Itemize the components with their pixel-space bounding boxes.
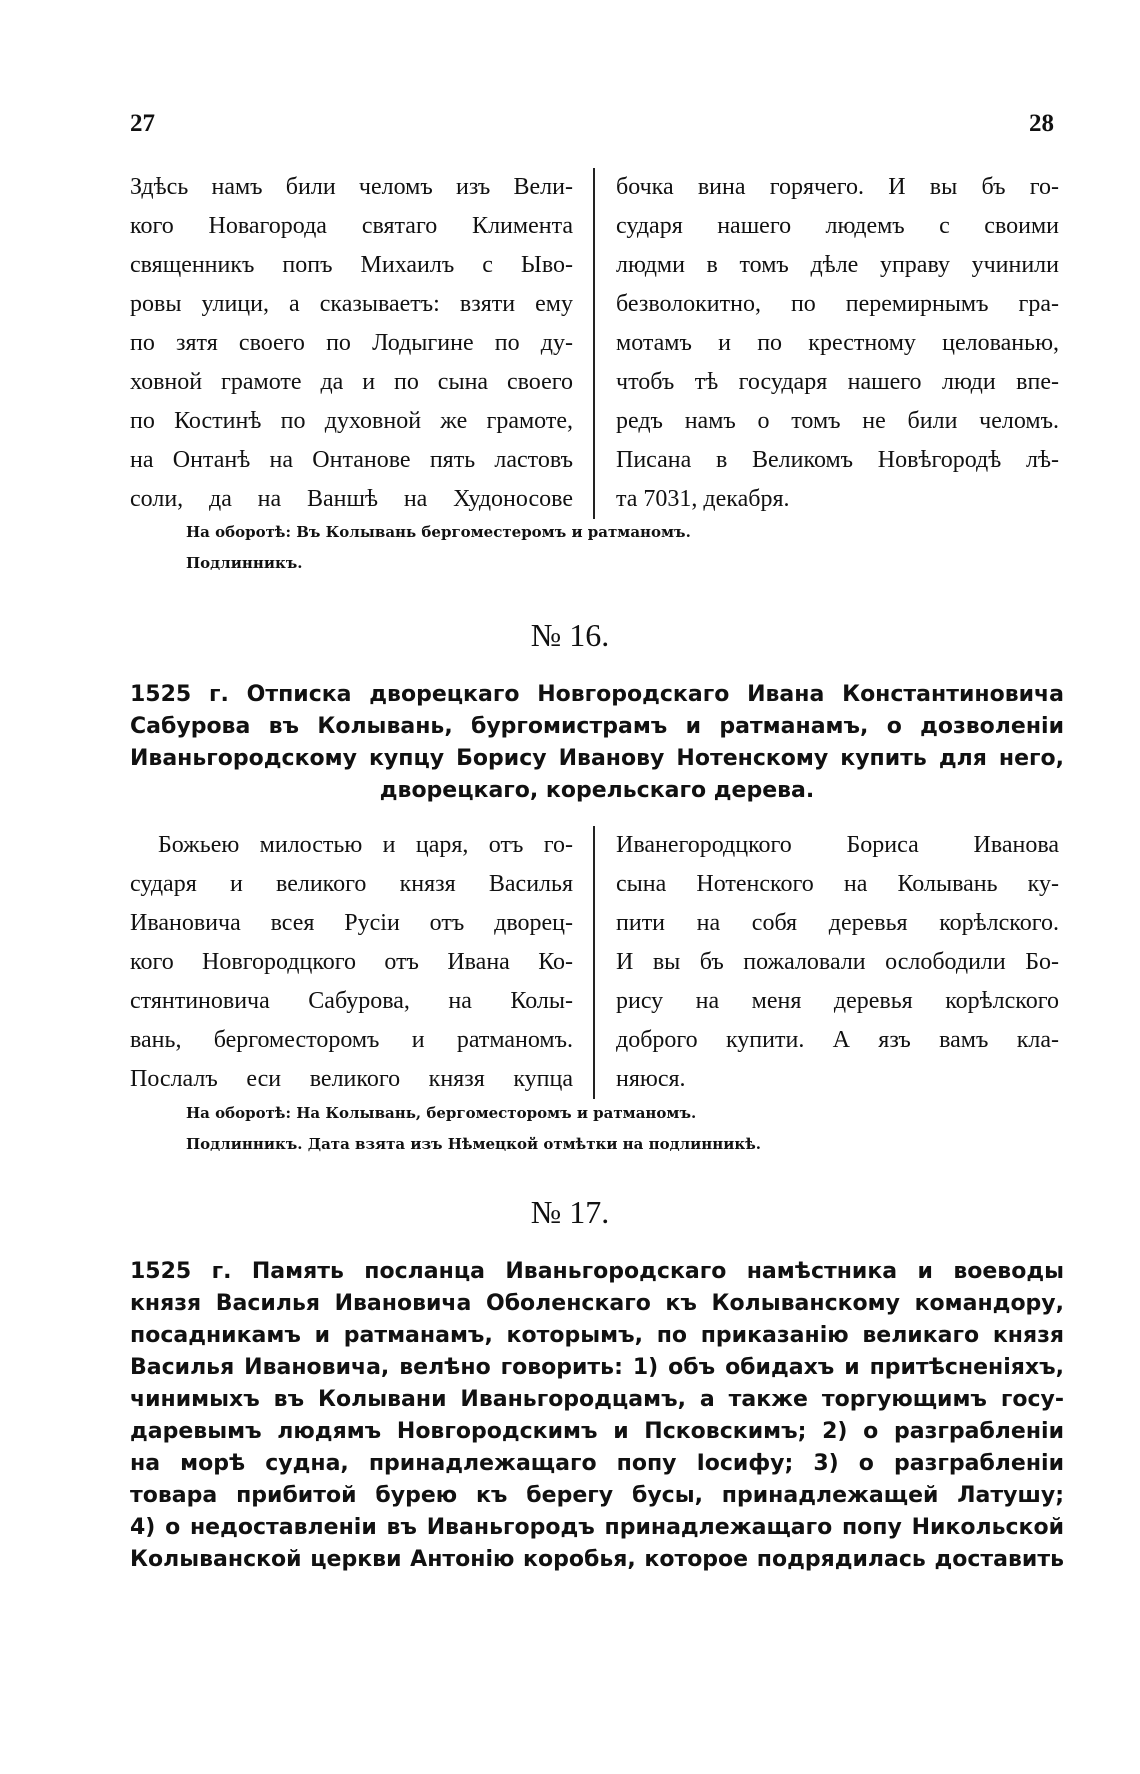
text-line: Писана в Великомъ Новѣгородѣ лѣ- [616,447,1059,473]
left-column [130,168,593,519]
text-line: няюся. [616,1066,686,1092]
document-17-heading [130,1256,1064,1576]
text-line: та 7031, декабря. [616,486,790,512]
text-line: стянтиновича Сабурова, на Колы- [130,988,573,1014]
text-line: И вы бъ пожаловали ослободили Бо- [616,949,1059,975]
text-line: Здѣсь намъ били челомъ изъ Вели- [130,174,573,200]
document-16-notes [186,1098,761,1160]
text-line: соли, да на Ваншѣ на Худоносове [130,486,573,512]
heading-line: на морѣ судна, принадлежащаго попу Іосифу; 3) о разграбленіи [130,1451,1064,1476]
note-line: На оборотѣ: На Колывань, бергоместоромъ и ратманомъ. [186,1104,697,1122]
note-line: Подлинникъ. [186,554,303,572]
document-16-heading [130,679,1064,807]
text-line: мотамъ и по крестному целованью, [616,330,1059,356]
text-line: вань, бергоместоромъ и ратманомъ. [130,1027,573,1053]
text-line: доброго купити. А язъ вамъ кла- [616,1027,1059,1053]
text-line: Иванегородцкого Бориса Иванова [616,832,1059,858]
document-16-columns [130,826,1064,1099]
text-line: пити на собя деревья корѣлского. [616,910,1059,936]
heading-line: князя Василья Ивановича Оболенскаго къ Колыванскому командору, [130,1291,1064,1316]
text-line: чтобъ тѣ государя нашего люди впе- [616,369,1059,395]
heading-line: Василья Ивановича, велѣно говорить: 1) объ обидахъ и притѣсненіяхъ, [130,1355,1064,1380]
heading-line: товара прибитой бурею къ берегу бусы, принадлежащей Латушу; [130,1483,1064,1508]
heading-line: 4) о недоставленіи въ Иваньгородъ принадлежащаго попу Никольской [130,1515,1064,1540]
text-line: кого Новагорода святаго Климента [130,213,573,239]
text-line: на Онтанѣ на Онтанове пять ластовъ [130,447,573,473]
text-line: редъ намъ о томъ не били челомъ. [616,408,1059,434]
text-line: рису на меня деревья корѣлского [616,988,1059,1014]
text-line: безволокитно, по перемирнымъ гра- [616,291,1059,317]
text-line: кого Новгородцкого отъ Ивана Ко- [130,949,573,975]
heading-line: даревымъ людямъ Новгородскимъ и Псковскимъ; 2) о разграбленіи [130,1419,1064,1444]
document-number-17: № 17. [530,1194,610,1230]
document-number-16: № 16. [530,617,610,653]
text-line: священникъ попъ Михаилъ с Ыво- [130,252,573,278]
text-line: Ивановича всея Русіи отъ дворец- [130,910,573,936]
text-line: сына Нотенского на Колывань ку- [616,871,1059,897]
continuation-columns [130,168,1064,519]
text-line: Послалъ еси великого князя купца [130,1066,573,1092]
heading-line: чинимыхъ въ Колывани Иваньгородцамъ, а также торгующимъ госу- [130,1387,1064,1412]
heading-line: дворецкаго, корельскаго дерева. [379,778,815,803]
right-column [595,168,1059,519]
text-line: людми в томъ дѣле управу учинили [616,252,1059,278]
text-line: Божьею милостью и царя, отъ го- [158,832,573,858]
heading-line: Сабурова въ Колывань, бургомистрамъ и ратманамъ, о дозволеніи [130,714,1064,739]
page-number-left: 27 [130,110,155,137]
heading-line: 1525 г. Отписка дворецкаго Новгородскаго Ивана Константиновича [130,682,1064,707]
text-line: ровы улици, а сказываетъ: взяти ему [130,291,573,317]
section1-notes [186,517,691,579]
heading-line: Иваньгородскому купцу Борису Иванову Нотенскому купить для него, [130,746,1064,771]
text-line: по зятя своего по Лодыгине по ду- [130,330,573,356]
heading-line: посадникамъ и ратманамъ, которымъ, по приказанію великаго князя [130,1323,1064,1348]
heading-line: 1525 г. Память посланца Иваньгородскаго намѣстника и воеводы [130,1259,1064,1284]
text-line: ховной грамоте да и по сына своего [130,369,573,395]
note-line: Подлинникъ. Дата взята изъ Нѣмецкой отмѣтки на подлинникѣ. [186,1135,761,1153]
text-line: сударя и великого князя Василья [130,871,573,897]
right-column [595,826,1059,1099]
page-number-right: 28 [1029,110,1054,137]
text-line: сударя нашего людемъ с своими [616,213,1059,239]
text-line: бочка вина горячего. И вы бъ го- [616,174,1059,200]
note-line: На оборотѣ: Въ Колывань бергоместеромъ и ратманомъ. [186,523,691,541]
left-column [130,826,593,1099]
text-line: по Костинѣ по духовной же грамоте, [130,408,573,434]
heading-line: Колыванской церкви Антонію коробья, которое подрядилась доставить [130,1547,1064,1572]
